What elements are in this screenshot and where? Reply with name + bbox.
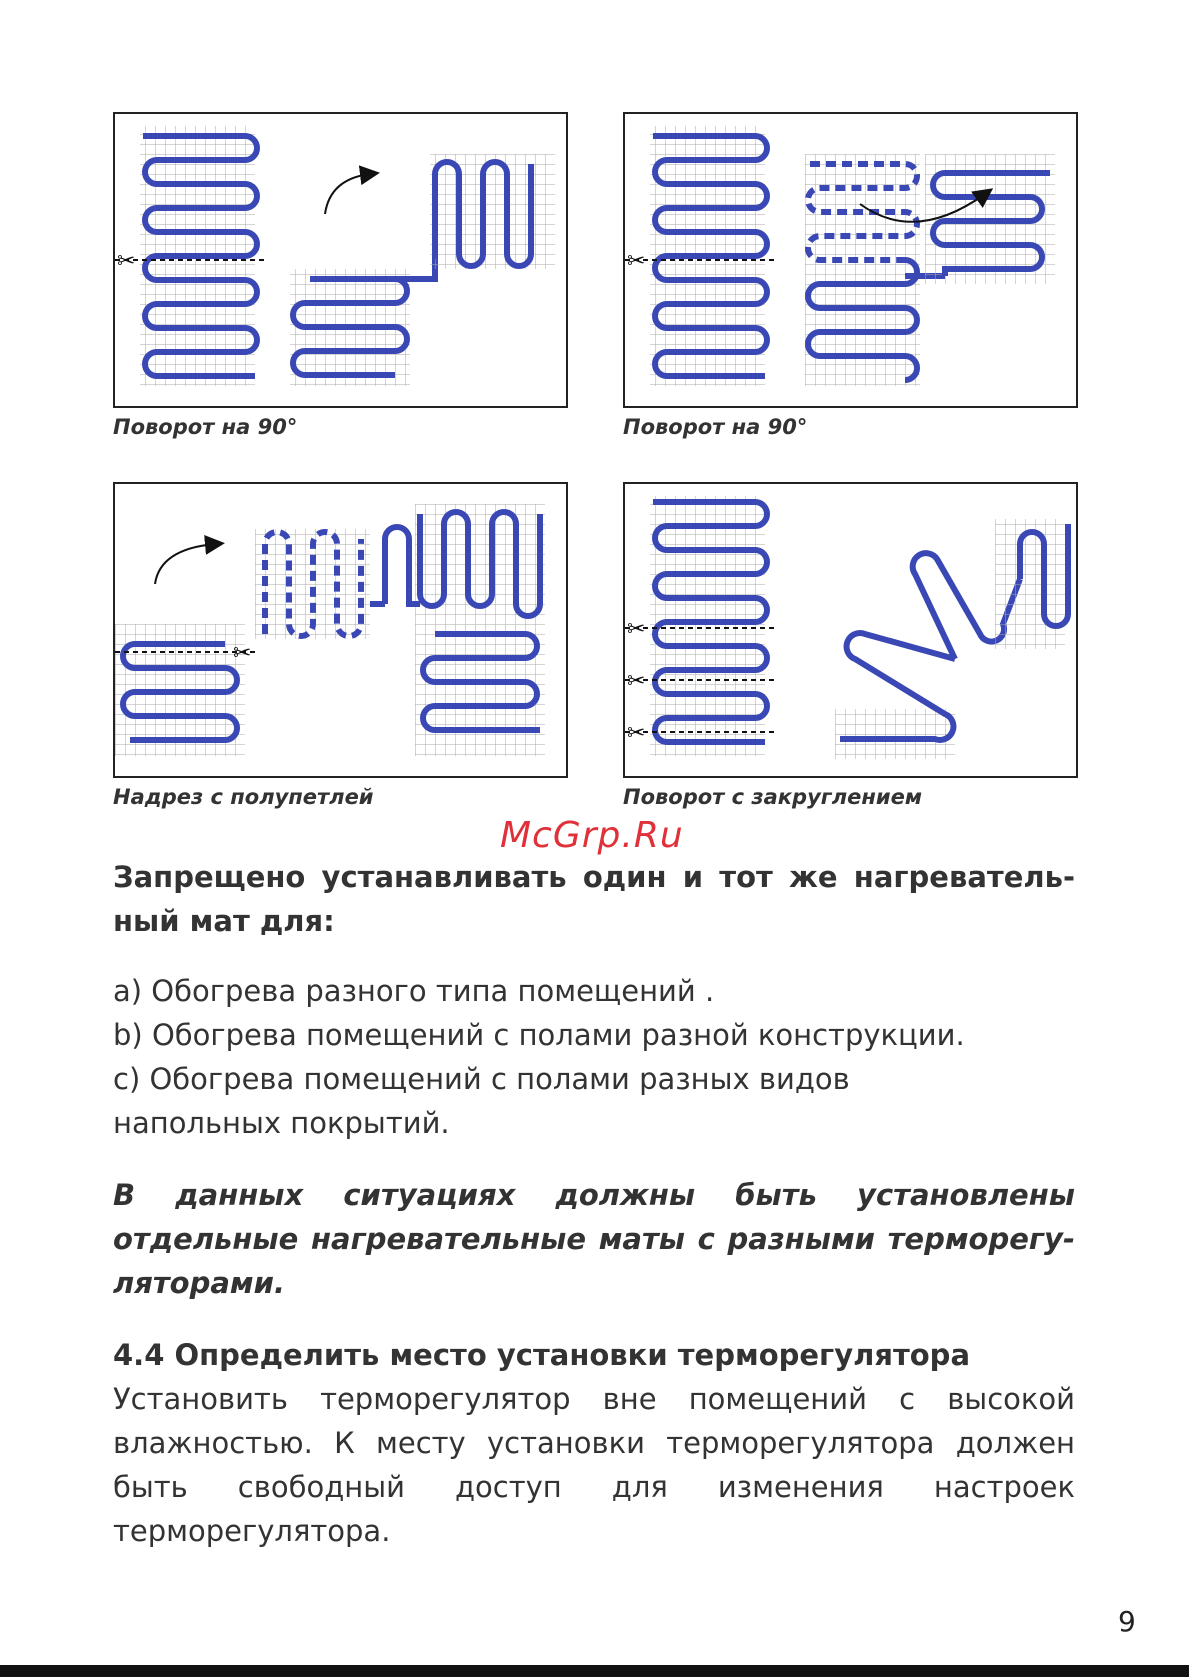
svg-text:✂: ✂ [627, 249, 646, 274]
mat-diagram [115, 114, 566, 406]
list-item: b) Обогрева помещений с полами разной конструкции. [113, 1018, 965, 1052]
list-item: с) Обогрева помещений с полами разных видов [113, 1062, 850, 1096]
figure-caption: Поворот с закруглением [623, 785, 922, 809]
figure-caption: Надрез с полупетлей [113, 785, 374, 809]
figure-rounded-turn [623, 482, 1078, 778]
bottom-border [0, 1665, 1189, 1677]
note-line: ляторами. [113, 1266, 285, 1300]
watermark: McGrp.Ru [500, 815, 684, 856]
section-heading: 4.4 Определить место установки терморегулятора [113, 1338, 971, 1372]
figure-turn-90-b [623, 112, 1078, 408]
svg-text:✂: ✂ [233, 641, 252, 666]
mat-diagram [625, 114, 1076, 406]
note-line: В данных ситуациях должны быть установлены [113, 1178, 1075, 1212]
warning-heading [113, 855, 1075, 943]
svg-text:✂: ✂ [117, 249, 136, 274]
figure-caption: Поворот на 90° [623, 415, 808, 439]
section-line: терморегулятора. [113, 1514, 391, 1548]
figure-caption: Поворот на 90° [113, 415, 298, 439]
svg-text:✂: ✂ [627, 721, 646, 746]
warning-line: ный мат для: [113, 904, 335, 938]
section-line: быть свободный доступ для изменения настроек [113, 1470, 1075, 1504]
list-item: а) Обогрева разного типа помещений . [113, 974, 715, 1008]
figure-turn-90-a [113, 112, 568, 408]
warning-line: Запрещено устанавливать один и тот же нагреватель- [113, 860, 1075, 894]
page-number: 9 [1118, 1605, 1136, 1638]
section-4-4 [113, 1333, 1075, 1553]
list-item: напольных покрытий. [113, 1106, 450, 1140]
room-list [113, 969, 1075, 1145]
note-line: отдельные нагревательные маты с разными терморегу- [113, 1222, 1075, 1256]
section-line: влажностью. К месту установки терморегулятора должен [113, 1426, 1075, 1460]
mat-diagram [115, 484, 566, 776]
note-paragraph [113, 1173, 1075, 1305]
figure-half-loop-cut [113, 482, 568, 778]
mat-diagram [625, 484, 1076, 776]
section-line: Установить терморегулятор вне помещений с высокой [113, 1382, 1075, 1416]
svg-text:✂: ✂ [627, 617, 646, 642]
svg-text:✂: ✂ [627, 669, 646, 694]
